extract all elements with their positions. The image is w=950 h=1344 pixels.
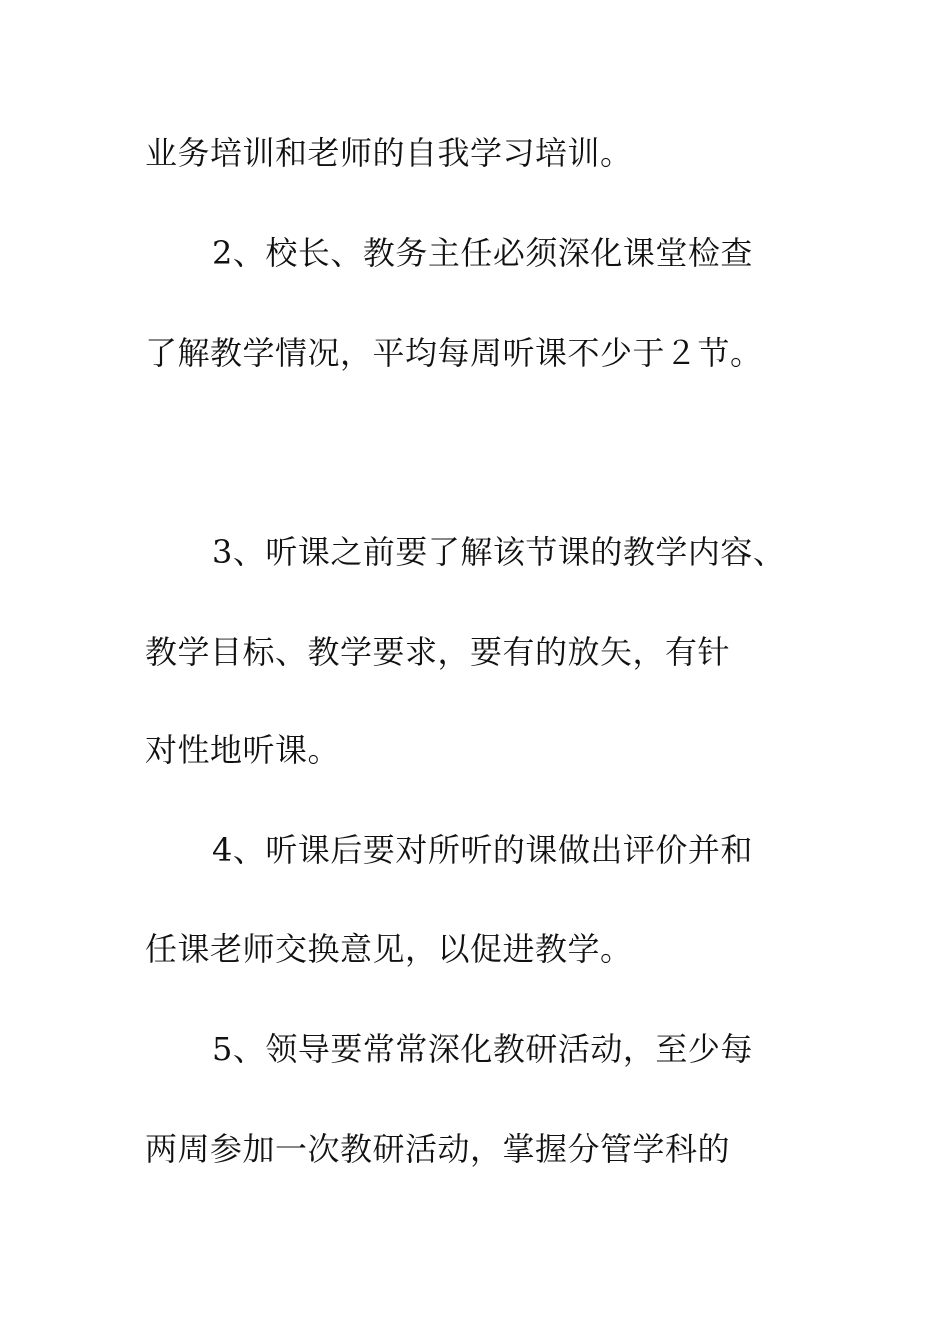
- text-line-3: 了解教学情况，平均每周听课不少于２节。: [145, 334, 763, 372]
- text-line-7: 4、听课后要对所听的课做出评价并和: [212, 831, 753, 869]
- text-line-8: 任课老师交换意见，以促进教学。: [145, 930, 633, 968]
- text-line-10: 两周参加一次教研活动，掌握分管学科的: [145, 1130, 731, 1168]
- text-line-1: 业务培训和老师的自我学习培训。: [145, 134, 633, 172]
- text-line-6: 对性地听课。: [145, 731, 341, 769]
- text-line-5: 教学目标、教学要求，要有的放矢，有针: [145, 633, 731, 671]
- text-line-9: 5、领导要常常深化教研活动，至少每: [212, 1030, 753, 1068]
- text-line-4: 3、听课之前要了解该节课的教学内容、: [212, 533, 786, 571]
- text-line-2: 2、校长、教务主任必须深化课堂检查: [212, 234, 753, 272]
